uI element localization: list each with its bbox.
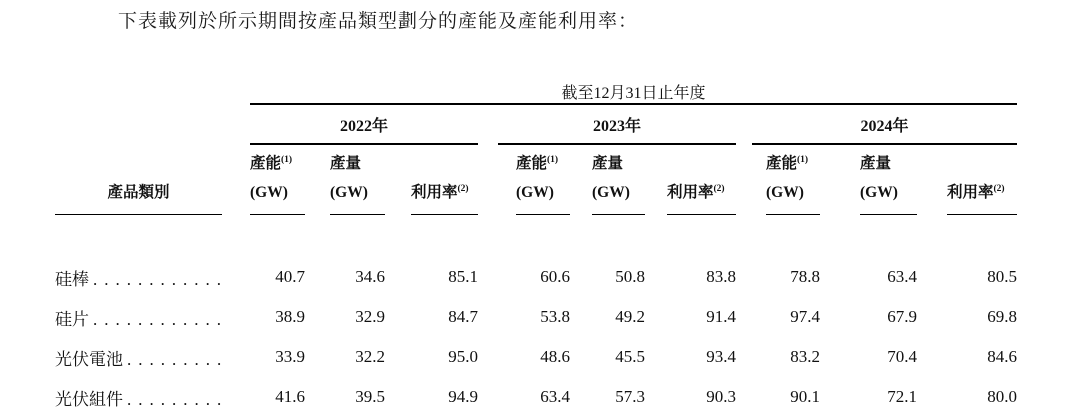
year-label-2023: 2023年 <box>498 105 736 145</box>
row-label: 光伏組件 ......... <box>55 389 229 409</box>
cell-utilization-2022: 85.1 <box>448 267 478 286</box>
cell-output-2023: 49.2 <box>615 307 645 326</box>
cell-utilization-2022: 84.7 <box>448 307 478 326</box>
cell-output-2024: 70.4 <box>887 347 917 366</box>
row-header-product-category <box>55 145 250 215</box>
col-header-utilization-2022 <box>385 145 478 215</box>
table-row-silicon-rods <box>55 257 1017 297</box>
dot-leader: ............ <box>93 269 228 289</box>
footnote-2-marker: (2) <box>713 183 725 194</box>
cell-utilization-2022: 95.0 <box>448 347 478 366</box>
spacer-row <box>55 215 1017 257</box>
cell-capacity-2023: 63.4 <box>540 387 570 406</box>
year-header-2023 <box>478 104 736 145</box>
cell-output-2022: 32.9 <box>355 307 385 326</box>
cell-output-2024: 63.4 <box>887 267 917 286</box>
cell-output-2022: 39.5 <box>355 387 385 406</box>
table-row-pv-cells <box>55 337 1017 377</box>
cell-capacity-2022: 38.9 <box>275 307 305 326</box>
output-unit: (GW) <box>860 184 898 201</box>
utilization-label: 利用率 <box>411 184 458 201</box>
footnote-1-marker: (1) <box>281 154 293 165</box>
capacity-unit: (GW) <box>516 184 554 201</box>
cell-utilization-2024: 84.6 <box>987 347 1018 366</box>
capacity-utilization-table <box>55 66 1017 413</box>
table-row-pv-modules <box>55 377 1017 413</box>
cell-capacity-2024: 90.1 <box>790 387 820 406</box>
year-header-2024 <box>736 104 1017 145</box>
cell-utilization-2024: 80.0 <box>987 387 1018 406</box>
footnote-2-marker: (2) <box>993 183 1005 194</box>
col-header-capacity-2024 <box>736 145 820 215</box>
cell-capacity-2022: 40.7 <box>275 267 305 286</box>
cell-capacity-2022: 33.9 <box>275 347 305 366</box>
output-label: 產量 <box>860 155 892 172</box>
footnote-2-marker: (2) <box>457 183 469 194</box>
product-category-label: 產品類別 <box>55 178 222 215</box>
cell-capacity-2024: 78.8 <box>790 267 820 286</box>
cell-output-2023: 45.5 <box>615 347 645 366</box>
empty-corner-cell <box>55 66 250 104</box>
capacity-unit: (GW) <box>250 184 288 201</box>
row-label: 硅棒 ............ <box>55 269 228 289</box>
col-header-output-2023 <box>570 145 645 215</box>
utilization-label: 利用率 <box>667 184 714 201</box>
capacity-label: 產能 <box>766 155 798 172</box>
row-label: 光伏電池 ......... <box>55 349 229 369</box>
year-label-2022: 2022年 <box>250 105 478 145</box>
table-row-silicon-wafers <box>55 297 1017 337</box>
cell-capacity-2024: 83.2 <box>790 347 820 366</box>
col-header-output-2024 <box>820 145 917 215</box>
column-header-row <box>55 145 1017 215</box>
cell-capacity-2022: 41.6 <box>275 387 305 406</box>
col-header-utilization-2023 <box>645 145 736 215</box>
cell-capacity-2023: 53.8 <box>540 307 570 326</box>
cell-output-2023: 57.3 <box>615 387 645 406</box>
capacity-label: 產能 <box>250 155 282 172</box>
col-header-output-2022 <box>305 145 385 215</box>
cell-output-2024: 67.9 <box>887 307 917 326</box>
output-label: 產量 <box>592 155 624 172</box>
utilization-label: 利用率 <box>947 184 994 201</box>
cell-output-2023: 50.8 <box>615 267 645 286</box>
footnote-1-marker: (1) <box>797 154 809 165</box>
cell-utilization-2024: 80.5 <box>987 267 1018 286</box>
table-span-header-row <box>55 66 1017 104</box>
span-header-fiscal-year: 截至12月31日止年度 <box>250 66 1017 104</box>
cell-utilization-2023: 83.8 <box>706 267 736 286</box>
cell-capacity-2024: 97.4 <box>790 307 820 326</box>
dot-leader: ......... <box>127 349 229 369</box>
cell-utilization-2023: 90.3 <box>706 387 736 406</box>
cell-utilization-2023: 91.4 <box>706 307 736 326</box>
dot-leader: ......... <box>127 389 229 409</box>
cell-capacity-2023: 60.6 <box>540 267 570 286</box>
col-header-capacity-2023 <box>478 145 570 215</box>
output-unit: (GW) <box>592 184 630 201</box>
year-header-row <box>55 104 1017 145</box>
footnote-1-marker: (1) <box>547 154 559 165</box>
dot-leader: ............ <box>93 309 228 329</box>
col-header-capacity-2022 <box>250 145 305 215</box>
cell-utilization-2024: 69.8 <box>987 307 1018 326</box>
row-label: 硅片 ............ <box>55 309 228 329</box>
cell-utilization-2022: 94.9 <box>448 387 478 406</box>
output-unit: (GW) <box>330 184 368 201</box>
cell-output-2022: 32.2 <box>355 347 385 366</box>
cell-output-2024: 72.1 <box>887 387 917 406</box>
cell-output-2022: 34.6 <box>355 267 385 286</box>
page-title: 下表載列於所示期間按產品類型劃分的產能及產能利用率： <box>118 11 639 32</box>
cell-utilization-2023: 93.4 <box>706 347 736 366</box>
output-label: 產量 <box>330 155 362 172</box>
cell-capacity-2023: 48.6 <box>540 347 570 366</box>
capacity-unit: (GW) <box>766 184 804 201</box>
col-header-utilization-2024 <box>917 145 1017 215</box>
empty-cell <box>55 104 250 145</box>
year-header-2022 <box>250 104 478 145</box>
capacity-label: 產能 <box>516 155 548 172</box>
year-label-2024: 2024年 <box>752 105 1017 145</box>
